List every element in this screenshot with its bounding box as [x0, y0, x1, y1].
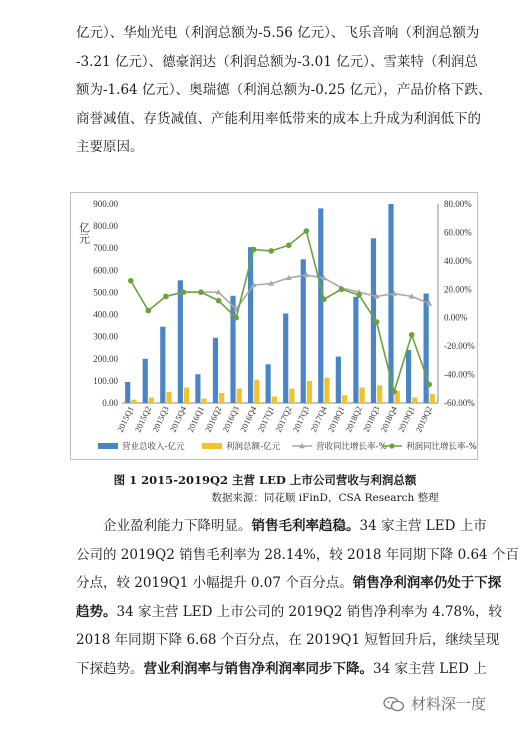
- y2-tick-label: 60.00%: [444, 227, 472, 238]
- profit-growth-point: [339, 286, 345, 292]
- profit-bar: [342, 395, 347, 403]
- y-tick-label: 0.00: [102, 398, 118, 408]
- profit-bar: [307, 381, 312, 403]
- legend-label: 营业总收入-亿元: [122, 442, 185, 452]
- bold-segment: 销售毛利率趋稳。: [251, 518, 360, 534]
- y2-tick-label: 40.00%: [444, 255, 472, 266]
- x-tick-label: 2017Q3: [290, 404, 312, 434]
- text-segment: 企业盈利能力下降明显。: [103, 518, 252, 534]
- figure-caption: 图 1 2015-2019Q2 主营 LED 上市公司营收与利润总额: [113, 473, 417, 487]
- bold-segment: 趋势。: [76, 603, 117, 620]
- y-tick-label: 500.00: [93, 287, 118, 298]
- x-tick-label: 2016Q3: [220, 404, 241, 434]
- profit-bar: [131, 400, 136, 403]
- revenue-bar: [160, 327, 165, 403]
- profit-growth-point: [391, 389, 397, 395]
- profit-growth-point: [233, 315, 239, 321]
- text-segment: 34 家主营 LED 上: [373, 660, 487, 677]
- text-line: 亿元）、华灿光电（利润总额为-5.56 亿元）、飞乐音响（利润总额为: [76, 25, 480, 41]
- legend-swatch: [202, 443, 222, 449]
- profit-growth-point: [251, 247, 257, 253]
- profit-growth-point: [146, 308, 152, 314]
- text-line: 商誉减值、存货减值、产能利用率低带来的成本上升成为利润低下的: [76, 110, 481, 127]
- bold-segment: 营业利润率与销售净利润率同步下降。: [143, 660, 373, 677]
- profit-bar: [430, 394, 435, 403]
- figure-source: 数据来源：同花顺 iFinD，CSA Research 整理: [211, 492, 439, 504]
- profit-bar: [184, 388, 189, 403]
- profit-bar: [202, 399, 207, 403]
- x-tick-label: 2018Q1: [325, 404, 347, 434]
- legend-label: 利润同比增长率-%: [406, 442, 477, 452]
- x-tick-label: 2017Q4: [308, 404, 329, 434]
- revenue-bar: [213, 338, 218, 403]
- text-line: [76, 655, 487, 684]
- profit-growth-point: [163, 294, 169, 300]
- text-segment: 下探趋势。: [76, 660, 144, 677]
- text-line: [76, 598, 502, 627]
- profit-bar: [166, 392, 171, 403]
- y-tick-label: 100.00: [93, 375, 118, 386]
- x-tick-label: 2016Q1: [185, 404, 206, 434]
- profit-bar: [149, 397, 154, 403]
- bold-segment: 销售净利润率仍处于下探: [352, 575, 502, 592]
- x-tick-label: 2017Q1: [255, 404, 277, 434]
- revenue-bar: [353, 297, 358, 403]
- profit-bar: [289, 389, 294, 403]
- legend-swatch: [98, 443, 118, 449]
- y-tick-label: 800.00: [93, 221, 118, 232]
- text-line: 额为-1.64 亿元）、奥瑞德（利润总额为-0.25 亿元），产品价格下跌、: [76, 82, 492, 99]
- intro-paragraph: [76, 19, 492, 162]
- profit-bar: [377, 385, 382, 403]
- profit-bar: [412, 397, 417, 403]
- profit-growth-point: [409, 332, 415, 338]
- profit-bar: [219, 393, 224, 403]
- y-tick-label: 300.00: [93, 331, 118, 342]
- watermark: [383, 693, 486, 714]
- x-tick-label: 2015Q3: [150, 404, 171, 434]
- y2-tick-label: 80.00%: [444, 199, 472, 209]
- x-tick-label: 2015Q4: [167, 404, 189, 434]
- x-tick-label: 2015Q2: [132, 404, 154, 434]
- profit-bar: [254, 380, 259, 403]
- legend-label: 营收同比增长率-%: [316, 442, 387, 452]
- text-line: [76, 569, 502, 598]
- revenue-bar: [406, 350, 411, 403]
- text-line: 2018 年同期下降 6.68 个百分点，在 2019Q1 短暂回升后，继续呈现: [76, 632, 500, 649]
- text-line: -3.21 亿元）、德豪润达（利润总额为-3.01 亿元）、雪莱特（利润总: [76, 53, 478, 70]
- x-tick-label: 2017Q2: [272, 404, 294, 434]
- analysis-paragraph: [76, 512, 519, 684]
- wechat-icon: [383, 696, 405, 712]
- text-line: [76, 512, 487, 541]
- y-tick-label: 600.00: [93, 265, 118, 276]
- revenue-bar: [125, 382, 130, 403]
- revenue-bar: [195, 374, 200, 403]
- text-segment: 34 家主营 LED 上市公司的 2019Q2 销售净利率为 4.78%，较: [116, 603, 502, 620]
- y-axis-label: 亿元: [77, 222, 91, 244]
- y-tick-label: 700.00: [93, 243, 118, 254]
- revenue-bar: [318, 208, 323, 403]
- profit-growth-point: [426, 382, 432, 388]
- y-tick-label: 400.00: [93, 309, 118, 320]
- text-line: 公司的 2019Q2 销售毛利率为 28.14%，较 2018 年同期下降 0.64 个百: [76, 546, 519, 563]
- profit-growth-point: [128, 278, 134, 284]
- revenue-bar: [283, 313, 288, 403]
- x-tick-label: 2015Q1: [114, 404, 136, 434]
- profit-growth-point: [374, 319, 380, 325]
- profit-growth-point: [181, 289, 187, 295]
- x-tick-label: 2016Q2: [202, 404, 224, 434]
- text-segment: 分点，较 2019Q1 小幅提升 0.07 个百分点。: [76, 575, 353, 592]
- y-tick-label: 900.00: [93, 199, 118, 209]
- y2-tick-label: -60.00%: [444, 398, 475, 408]
- legend-marker: [389, 443, 394, 448]
- y2-tick-label: -20.00%: [444, 341, 475, 352]
- profit-bar: [324, 378, 329, 403]
- revenue-bar: [178, 280, 183, 403]
- profit-growth-point: [216, 298, 222, 304]
- profit-bar: [360, 388, 365, 403]
- profit-growth-point: [198, 289, 204, 295]
- text-line: 主要原因。: [76, 139, 144, 156]
- profit-growth-point: [356, 292, 362, 298]
- x-tick-label: 2019Q1: [395, 404, 417, 434]
- profit-growth-point: [286, 242, 292, 248]
- y2-tick-label: -40.00%: [444, 369, 475, 380]
- profit-growth-point: [268, 248, 274, 254]
- y-tick-label: 200.00: [93, 353, 118, 364]
- x-tick-label: 2018Q4: [378, 404, 399, 434]
- revenue-bar: [301, 259, 306, 403]
- x-tick-label: 2016Q4: [237, 404, 259, 434]
- revenue-bar: [143, 359, 148, 403]
- x-tick-label: 2019Q2: [413, 404, 435, 434]
- text-segment: 34 家主营 LED 上市: [359, 518, 487, 534]
- legend-label: 利润总额-亿元: [226, 442, 281, 452]
- x-tick-label: 2018Q2: [343, 404, 364, 434]
- watermark-text: 材料深一度: [410, 695, 486, 713]
- y2-tick-label: 20.00%: [444, 284, 472, 295]
- profit-growth-point: [304, 228, 310, 234]
- profit-growth-point: [321, 296, 327, 302]
- revenue-profit-chart: [70, 192, 478, 460]
- revenue-bar: [266, 364, 271, 403]
- chart-frame: [71, 193, 478, 460]
- profit-bar: [272, 396, 277, 403]
- profit-bar: [237, 389, 242, 403]
- y2-tick-label: 0.00%: [444, 312, 468, 323]
- x-tick-label: 2018Q3: [360, 404, 382, 434]
- revenue-bar: [336, 357, 341, 403]
